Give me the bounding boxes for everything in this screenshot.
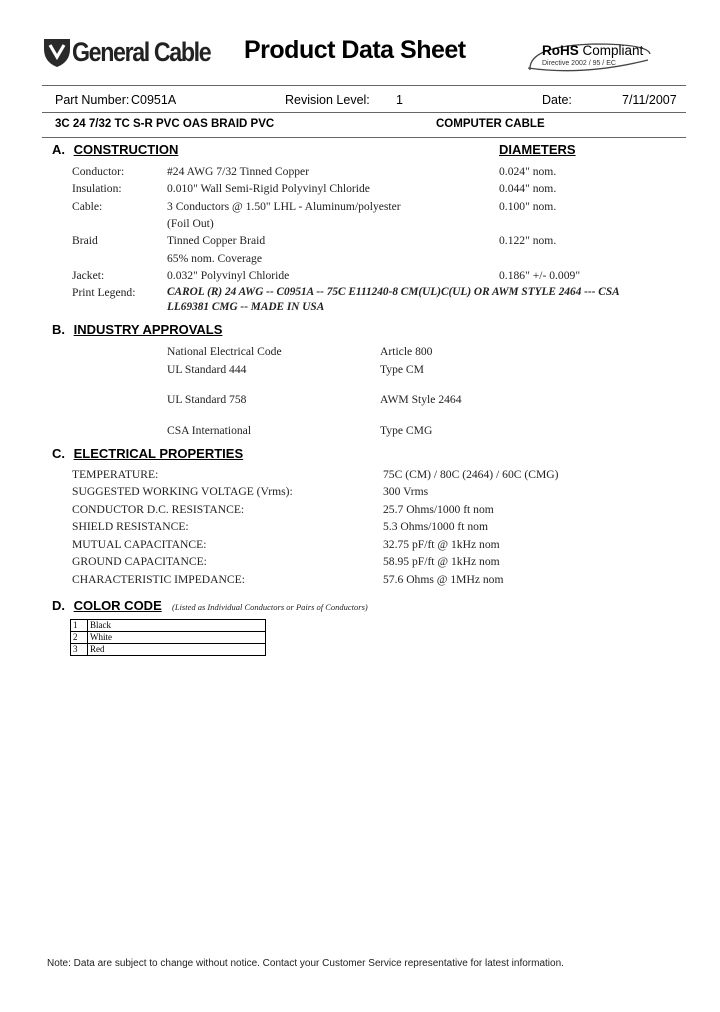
footer-note: Note: Data are subject to change without notice. Contact your Customer Service representative for latest information. — [47, 958, 564, 969]
construction-label: Conductor: — [72, 165, 125, 178]
electrical-property-value: 25.7 Ohms/1000 ft nom — [383, 503, 494, 516]
section-color-code-heading — [52, 598, 162, 613]
electrical-property-name: SHIELD RESISTANCE: — [72, 520, 189, 533]
electrical-property-value: 32.75 pF/ft @ 1kHz nom — [383, 538, 500, 551]
section-letter: A. — [52, 142, 65, 157]
construction-label: Insulation: — [72, 182, 122, 195]
construction-value: 0.032" Polyvinyl Chloride — [167, 269, 290, 282]
construction-value: (Foil Out) — [167, 217, 214, 230]
construction-value: 0.010" Wall Semi-Rigid Polyvinyl Chloride — [167, 182, 370, 195]
conductor-number: 3 — [71, 644, 88, 656]
construction-diameter: 0.100" nom. — [499, 200, 557, 213]
color-code-table — [70, 619, 266, 656]
revision-level: 1 — [396, 93, 403, 107]
section-construction-heading — [52, 142, 178, 157]
table-row — [71, 644, 266, 656]
date-label: Date: — [542, 93, 572, 107]
section-title: ELECTRICAL PROPERTIES — [73, 446, 244, 461]
conductor-color: White — [88, 632, 266, 644]
rohs-rest: Compliant — [578, 43, 644, 58]
construction-value: 3 Conductors @ 1.50" LHL - Aluminum/polyester — [167, 200, 401, 213]
construction-label: Braid — [72, 234, 98, 247]
conductor-number: 2 — [71, 632, 88, 644]
electrical-property-name: TEMPERATURE: — [72, 468, 159, 481]
electrical-property-name: MUTUAL CAPACITANCE: — [72, 538, 207, 551]
construction-diameter: 0.122" nom. — [499, 234, 557, 247]
approval-name: National Electrical Code — [167, 345, 282, 358]
diameters-title: DIAMETERS — [499, 142, 576, 157]
electrical-property-value: 57.6 Ohms @ 1MHz nom — [383, 573, 504, 586]
approval-value: Type CMG — [380, 424, 433, 437]
electrical-property-value: 300 Vrms — [383, 485, 429, 498]
divider — [42, 85, 686, 86]
general-cable-shield-icon — [42, 35, 72, 69]
electrical-property-name: CONDUCTOR D.C. RESISTANCE: — [72, 503, 245, 516]
color-code-note: (Listed as Individual Conductors or Pairs of Conductors) — [172, 602, 368, 612]
rohs-bold: RoHS — [542, 43, 579, 58]
section-letter: C. — [52, 446, 65, 461]
part-number: C0951A — [131, 93, 177, 107]
electrical-property-value: 75C (CM) / 80C (2464) / 60C (CMG) — [383, 468, 559, 481]
divider — [42, 137, 686, 138]
construction-label: Cable: — [72, 200, 103, 213]
company-logo — [42, 34, 233, 70]
construction-diameter: 0.024" nom. — [499, 165, 557, 178]
cable-description: 3C 24 7/32 TC S-R PVC OAS BRAID PVC — [55, 118, 275, 130]
electrical-property-value: 5.3 Ohms/1000 ft nom — [383, 520, 488, 533]
rohs-compliant-label — [542, 43, 643, 58]
electrical-property-name: SUGGESTED WORKING VOLTAGE (Vrms): — [72, 485, 293, 498]
approval-name: UL Standard 758 — [167, 393, 247, 406]
part-number-label: Part Number: — [55, 93, 130, 107]
section-letter: B. — [52, 322, 65, 337]
cable-category: COMPUTER CABLE — [436, 118, 545, 130]
construction-value: #24 AWG 7/32 Tinned Copper — [167, 165, 310, 178]
conductor-color: Black — [88, 620, 266, 632]
revision-label: Revision Level: — [285, 93, 370, 107]
approval-name: UL Standard 444 — [167, 363, 247, 376]
section-title: COLOR CODE — [73, 598, 162, 613]
conductor-number: 1 — [71, 620, 88, 632]
conductor-color: Red — [88, 644, 266, 656]
section-title: INDUSTRY APPROVALS — [73, 322, 223, 337]
construction-label: Jacket: — [72, 269, 105, 282]
construction-value: Tinned Copper Braid — [167, 234, 266, 247]
section-electrical-heading — [52, 446, 243, 461]
date: 7/11/2007 — [622, 93, 677, 107]
divider — [42, 112, 686, 113]
construction-diameter: 0.044" nom. — [499, 182, 557, 195]
construction-value: 65% nom. Coverage — [167, 252, 262, 265]
section-title: CONSTRUCTION — [73, 142, 179, 157]
rohs-directive: Directive 2002 / 95 / EC — [542, 60, 616, 67]
section-approvals-heading — [52, 322, 222, 337]
company-name: General Cable — [72, 36, 211, 67]
approval-name: CSA International — [167, 424, 252, 437]
approval-value: Article 800 — [380, 345, 433, 358]
print-legend-label: Print Legend: — [72, 286, 136, 299]
print-legend-text-2: LL69381 CMG -- MADE IN USA — [167, 301, 325, 313]
print-legend-text: CAROL (R) 24 AWG -- C0951A -- 75C E111240-8 CM(UL)C(UL) OR AWM STYLE 2464 --- CSA — [167, 286, 620, 298]
table-row — [71, 620, 266, 632]
electrical-property-name: GROUND CAPACITANCE: — [72, 555, 207, 568]
electrical-property-name: CHARACTERISTIC IMPEDANCE: — [72, 573, 245, 586]
diameters-heading — [499, 142, 576, 157]
section-letter: D. — [52, 598, 65, 613]
electrical-property-value: 58.95 pF/ft @ 1kHz nom — [383, 555, 500, 568]
approval-value: AWM Style 2464 — [380, 393, 462, 406]
page-title: Product Data Sheet — [244, 36, 466, 64]
table-row — [71, 632, 266, 644]
approval-value: Type CM — [380, 363, 424, 376]
construction-diameter: 0.186" +/- 0.009" — [499, 269, 581, 282]
